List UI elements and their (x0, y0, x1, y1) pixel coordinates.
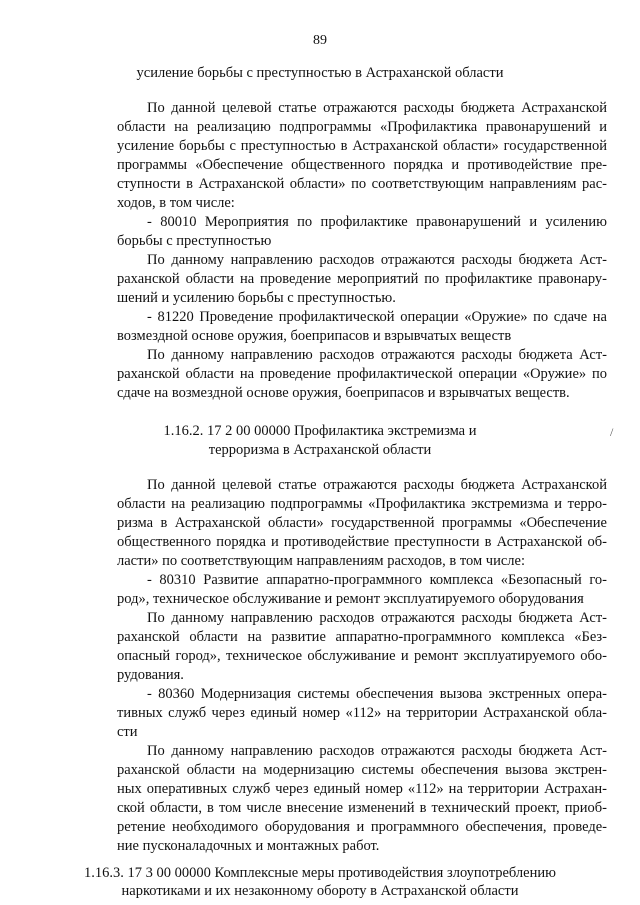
paragraph-line: шений и усилению борьбы с преступностью. (117, 290, 396, 306)
paragraph-line: раханской области на проведение мероприятий по профилактике правонару- (117, 271, 607, 287)
paragraph-line: ние пусконаладочных и монтажных работ. (117, 838, 380, 854)
paragraph-line: ретение необходимого оборудования и программного обеспечения, проведе- (117, 819, 607, 835)
list-item-line: тивных служб через единый номер «112» на территории Астраханской обла- (117, 705, 607, 721)
paragraph-line: ступности в Астраханской области» по соответствующим направлениям рас- (117, 176, 607, 192)
list-item-line: род», техническое обслуживание и ремонт эксплуатируемого оборудования (117, 591, 584, 607)
section-heading-1-16-3-line-2: наркотиками и их незаконному обороту в Астраханской области (121, 883, 519, 899)
paragraph-line: По данной целевой статье отражаются расходы бюджета Астраханской (147, 100, 607, 116)
paragraph-line: ходов, в том числе: (117, 195, 235, 211)
page-number: 89 (313, 33, 327, 48)
paragraph-line: По данной целевой статье отражаются расходы бюджета Астраханской (147, 477, 607, 493)
list-item-line: - 80010 Мероприятия по профилактике правонарушений и усилению (147, 214, 607, 230)
list-item-line: сти (117, 724, 138, 740)
paragraph-line: сдаче на возмездной основе оружия, боеприпасов и взрывчатых веществ. (117, 385, 570, 401)
list-item-line: борьбы с преступностью (117, 233, 272, 249)
paragraph-line: области на реализацию подпрограммы «Профилактика экстремизма и терро- (117, 496, 607, 512)
paragraph-line: ризма в Астраханской области» государственной программы «Обеспечение (117, 515, 607, 531)
paragraph-line: По данному направлению расходов отражаются расходы бюджета Аст- (147, 743, 607, 759)
paragraph-line: раханской области на модернизацию системы обеспечения вызова экстрен- (117, 762, 607, 778)
paragraph-line: ных оперативных служб через единый номер «112» на территории Астрахан- (117, 781, 607, 797)
paragraph-line: рудования. (117, 667, 184, 683)
paragraph-line: программы «Обеспечение общественного порядка и противодействие пре- (117, 157, 607, 173)
paragraph-line: По данному направлению расходов отражаются расходы бюджета Аст- (147, 610, 607, 626)
section-heading-1-16-3: 1.16.3. 17 3 00 00000 Комплексные меры противодействия злоупотреблению (84, 865, 556, 881)
paragraph-line: опасный город», техническое обслуживание и ремонт эксплуатируемого обо- (117, 648, 607, 664)
paragraph-line: области на реализацию подпрограммы «Профилактика правонарушений и (117, 119, 607, 135)
paragraph-line: По данному направлению расходов отражаются расходы бюджета Аст- (147, 252, 607, 268)
paragraph-line: усиление борьбы с преступностью в Астраханской области» государственной (117, 138, 607, 154)
list-item-line: - 81220 Проведение профилактической операции «Оружие» по сдаче на (147, 309, 607, 325)
paragraph-line: раханской области на проведение профилактической операции «Оружие» по (117, 366, 607, 382)
list-item-line: - 80310 Развитие аппаратно-программного комплекса «Безопасный го- (147, 572, 607, 588)
section-heading-1-16-2-line-2: терроризма в Астраханской области (208, 442, 432, 458)
margin-mark: / (610, 425, 614, 439)
section-heading-continuation: усиление борьбы с преступностью в Астраханской области (136, 65, 504, 81)
paragraph-line: По данному направлению расходов отражаются расходы бюджета Аст- (147, 347, 607, 363)
section-heading-1-16-2: 1.16.2. 17 2 00 00000 Профилактика экстремизма и (163, 423, 477, 439)
paragraph-line: ласти» по соответствующим направлениям расходов, в том числе: (117, 553, 525, 569)
list-item-line: возмездной основе оружия, боеприпасов и взрывчатых веществ (117, 328, 512, 344)
list-item-line: - 80360 Модернизация системы обеспечения вызова экстренных опера- (147, 686, 607, 702)
paragraph-line: раханской области на развитие аппаратно-программного комплекса «Без- (117, 629, 607, 645)
paragraph-line: общественного порядка и противодействие преступности в Астраханской об- (117, 534, 607, 550)
paragraph-line: ской области, в том числе внесение изменений в технический проект, приоб- (117, 800, 607, 816)
